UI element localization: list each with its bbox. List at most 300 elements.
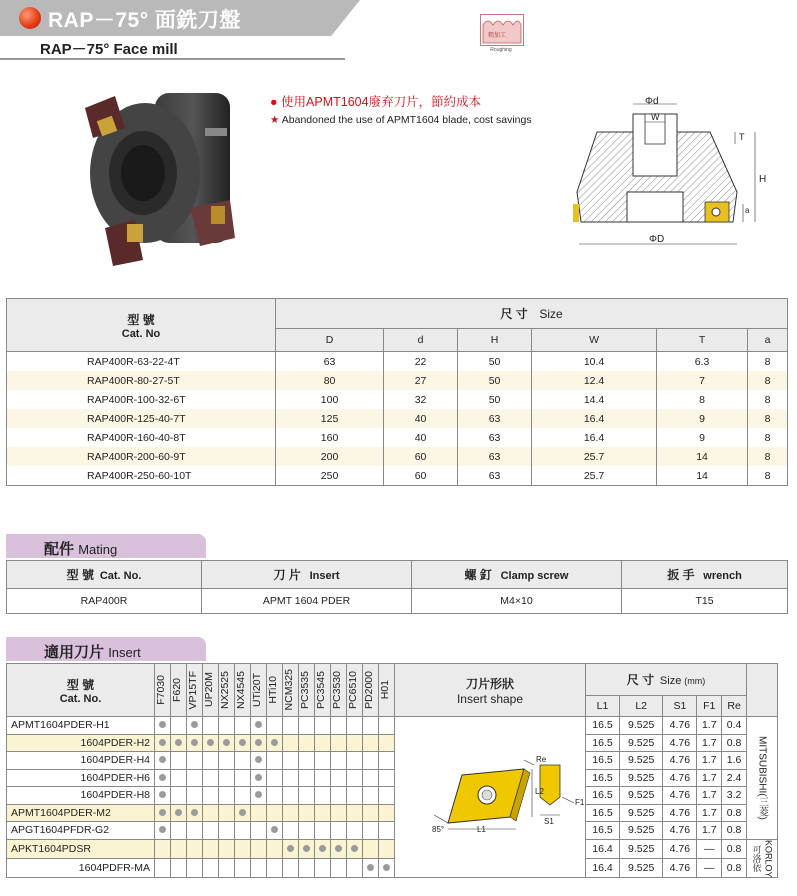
dim-cell: 0.4 bbox=[722, 717, 747, 735]
dim-cell: 9.525 bbox=[620, 717, 663, 735]
grade-cell bbox=[363, 787, 379, 805]
grade-cell bbox=[299, 717, 315, 735]
grade-label: NCM325 bbox=[283, 669, 295, 711]
size-cell: 12.4 bbox=[532, 371, 657, 390]
grade-cell bbox=[299, 769, 315, 787]
header-divider bbox=[0, 58, 345, 60]
insert-shape-header: 刀片形狀 Insert shape bbox=[395, 664, 586, 717]
available-dot-icon bbox=[239, 809, 246, 816]
dim-cell: 2.4 bbox=[722, 769, 747, 787]
insert-row bbox=[7, 839, 778, 858]
grade-header bbox=[251, 664, 267, 717]
dim-S1-label: S1 bbox=[544, 817, 554, 826]
grade-cell bbox=[155, 752, 171, 770]
grade-label: PC3545 bbox=[315, 671, 327, 709]
size-table bbox=[6, 298, 788, 486]
size-cell: 50 bbox=[458, 352, 532, 372]
grade-cell bbox=[235, 858, 251, 877]
col-W: W bbox=[532, 329, 657, 352]
size-cell: 80 bbox=[276, 371, 384, 390]
dim-cell: 3.2 bbox=[722, 787, 747, 805]
grade-cell bbox=[283, 787, 299, 805]
grade-cell bbox=[203, 752, 219, 770]
grade-cell bbox=[171, 858, 187, 877]
dim-cell: 1.7 bbox=[697, 734, 722, 752]
grade-cell bbox=[187, 717, 203, 735]
dim-cell: 1.7 bbox=[697, 752, 722, 770]
grade-cell bbox=[267, 734, 283, 752]
grade-cell bbox=[251, 822, 267, 840]
available-dot-icon bbox=[351, 845, 358, 852]
insert-row bbox=[7, 752, 778, 770]
insert-cat-no: APMT1604PDER-M2 bbox=[7, 804, 155, 822]
grade-label: F7030 bbox=[155, 675, 167, 705]
grade-cell bbox=[315, 804, 331, 822]
dim-phi-D: ΦD bbox=[649, 234, 665, 245]
dim-header: L2 bbox=[620, 696, 663, 717]
insert-cat-no: APGT1604PFDR-G2 bbox=[7, 822, 155, 840]
col-D: D bbox=[276, 329, 384, 352]
grade-cell bbox=[379, 717, 395, 735]
insert-section-tab bbox=[6, 637, 206, 661]
size-cell: 25.7 bbox=[532, 447, 657, 466]
mating-wrench: T15 bbox=[622, 589, 788, 614]
grade-cell bbox=[379, 752, 395, 770]
available-dot-icon bbox=[207, 739, 214, 746]
size-cell: 22 bbox=[384, 352, 458, 372]
available-dot-icon bbox=[287, 845, 294, 852]
mating-model: RAP400R bbox=[7, 589, 202, 614]
grade-header bbox=[363, 664, 379, 717]
grade-cell bbox=[187, 804, 203, 822]
available-dot-icon bbox=[159, 774, 166, 781]
size-cell: 14 bbox=[657, 447, 748, 466]
dim-cell: 16.5 bbox=[586, 804, 620, 822]
dim-cell: 9.525 bbox=[620, 804, 663, 822]
grade-cell bbox=[171, 787, 187, 805]
grade-cell bbox=[299, 858, 315, 877]
grade-cell bbox=[315, 752, 331, 770]
dim-header: Re bbox=[722, 696, 747, 717]
grade-cell bbox=[203, 769, 219, 787]
grade-cell bbox=[347, 717, 363, 735]
grade-cell bbox=[203, 822, 219, 840]
col-H: H bbox=[458, 329, 532, 352]
grade-cell bbox=[155, 734, 171, 752]
grade-cell bbox=[171, 839, 187, 858]
grade-header bbox=[155, 664, 171, 717]
grade-cell bbox=[331, 858, 347, 877]
size-cell: 63 bbox=[458, 428, 532, 447]
size-cell: 63 bbox=[276, 352, 384, 372]
insert-row bbox=[7, 804, 778, 822]
grade-cell bbox=[315, 787, 331, 805]
grade-cell bbox=[203, 804, 219, 822]
available-dot-icon bbox=[255, 774, 262, 781]
size-cell: 8 bbox=[748, 466, 788, 486]
grade-cell bbox=[251, 839, 267, 858]
mating-header-wrench: 扳 手 wrench bbox=[622, 561, 788, 589]
grade-cell bbox=[219, 717, 235, 735]
grade-cell bbox=[315, 822, 331, 840]
available-dot-icon bbox=[319, 845, 326, 852]
dim-phi-d: Φd bbox=[645, 96, 659, 107]
grade-cell bbox=[155, 858, 171, 877]
grade-cell bbox=[155, 769, 171, 787]
grade-header bbox=[171, 664, 187, 717]
grade-cell bbox=[379, 769, 395, 787]
grade-cell bbox=[171, 822, 187, 840]
table-row bbox=[7, 409, 788, 428]
model-header bbox=[7, 299, 276, 352]
grade-cell bbox=[347, 734, 363, 752]
available-dot-icon bbox=[159, 826, 166, 833]
cat-no-cell: RAP400R-100-32-6T bbox=[7, 390, 276, 409]
table-row bbox=[7, 447, 788, 466]
grade-cell bbox=[347, 822, 363, 840]
insert-cat-no: 1604PDFR-MA bbox=[7, 858, 155, 877]
size-cell: 16.4 bbox=[532, 428, 657, 447]
grade-cell bbox=[363, 734, 379, 752]
grade-cell bbox=[187, 787, 203, 805]
dim-cell: 16.5 bbox=[586, 822, 620, 840]
grade-cell bbox=[315, 734, 331, 752]
grade-cell bbox=[363, 769, 379, 787]
grade-cell bbox=[363, 752, 379, 770]
grade-cell bbox=[347, 769, 363, 787]
grade-cell bbox=[267, 787, 283, 805]
grade-cell bbox=[155, 839, 171, 858]
dim-F1-label: F1 bbox=[575, 798, 585, 807]
dim-L1-label: L1 bbox=[477, 825, 486, 834]
size-cell: 63 bbox=[458, 409, 532, 428]
dim-cell: 4.76 bbox=[663, 804, 697, 822]
dim-cell: 16.5 bbox=[586, 717, 620, 735]
dim-cell: 9.525 bbox=[620, 787, 663, 805]
feature-en bbox=[270, 114, 532, 126]
grade-cell bbox=[363, 804, 379, 822]
grade-header bbox=[379, 664, 395, 717]
grade-cell bbox=[219, 858, 235, 877]
size-cell: 9 bbox=[657, 428, 748, 447]
insert-title: 適用刀片 Insert bbox=[44, 644, 141, 661]
cat-no-cell: RAP400R-80-27-5T bbox=[7, 371, 276, 390]
available-dot-icon bbox=[159, 809, 166, 816]
dim-cell: — bbox=[697, 839, 722, 858]
grade-cell bbox=[155, 822, 171, 840]
grade-cell bbox=[235, 734, 251, 752]
grade-label: PC3530 bbox=[331, 671, 343, 709]
grade-cell bbox=[187, 858, 203, 877]
brand-korloy: KORLOY 可洛依 bbox=[747, 839, 778, 877]
table-row bbox=[7, 466, 788, 486]
insert-cat-no: APKT1604PDSR bbox=[7, 839, 155, 858]
dim-header: L1 bbox=[586, 696, 620, 717]
dim-t: T bbox=[739, 132, 745, 142]
size-header-cn: 尺 寸 bbox=[500, 307, 528, 322]
grade-cell bbox=[331, 822, 347, 840]
grade-label: NX4545 bbox=[235, 671, 247, 709]
dim-L2-label: L2 bbox=[535, 787, 544, 796]
available-dot-icon bbox=[239, 739, 246, 746]
grade-header bbox=[203, 664, 219, 717]
dim-cell: 0.8 bbox=[722, 839, 747, 858]
grade-cell bbox=[251, 787, 267, 805]
grade-cell bbox=[379, 839, 395, 858]
dim-cell: 9.525 bbox=[620, 752, 663, 770]
grade-cell bbox=[203, 717, 219, 735]
dim-cell: 0.8 bbox=[722, 858, 747, 877]
grade-header bbox=[331, 664, 347, 717]
insert-row bbox=[7, 822, 778, 840]
available-dot-icon bbox=[159, 791, 166, 798]
size-cell: 16.4 bbox=[532, 409, 657, 428]
grade-cell bbox=[235, 787, 251, 805]
available-dot-icon bbox=[335, 845, 342, 852]
size-cell: 100 bbox=[276, 390, 384, 409]
grade-cell bbox=[331, 769, 347, 787]
grade-cell bbox=[331, 734, 347, 752]
dim-a: a bbox=[745, 206, 750, 215]
mating-screw: M4×10 bbox=[412, 589, 622, 614]
size-header bbox=[276, 299, 788, 329]
dim-cell: 16.4 bbox=[586, 858, 620, 877]
insert-cat-no: 1604PDER-H8 bbox=[7, 787, 155, 805]
available-dot-icon bbox=[175, 739, 182, 746]
mating-table bbox=[6, 560, 788, 614]
mating-section-tab bbox=[6, 534, 206, 558]
grade-cell bbox=[299, 804, 315, 822]
grade-cell bbox=[219, 787, 235, 805]
grade-cell bbox=[235, 839, 251, 858]
size-header-en: Size bbox=[539, 307, 563, 322]
feature-cn bbox=[270, 92, 481, 110]
grade-cell bbox=[379, 787, 395, 805]
dim-cell: 0.8 bbox=[722, 734, 747, 752]
grade-cell bbox=[315, 839, 331, 858]
available-dot-icon bbox=[255, 756, 262, 763]
grade-cell bbox=[171, 752, 187, 770]
dim-cell: 4.76 bbox=[663, 839, 697, 858]
dim-cell: 9.525 bbox=[620, 769, 663, 787]
grade-header bbox=[235, 664, 251, 717]
dim-w: W bbox=[651, 112, 660, 122]
feature-cn-text: 使用APMT1604廢弃刀片，節約成本 bbox=[281, 95, 482, 109]
available-dot-icon bbox=[223, 739, 230, 746]
grade-cell bbox=[331, 839, 347, 858]
size-cell: 7 bbox=[657, 371, 748, 390]
grade-cell bbox=[347, 804, 363, 822]
grade-cell bbox=[299, 734, 315, 752]
available-dot-icon bbox=[159, 756, 166, 763]
grade-cell bbox=[251, 734, 267, 752]
mating-header-insert: 刀 片 Insert bbox=[202, 561, 412, 589]
available-dot-icon bbox=[255, 739, 262, 746]
size-cell: 63 bbox=[458, 447, 532, 466]
model-header-cn: 型 號 bbox=[127, 312, 155, 327]
table-row bbox=[7, 390, 788, 409]
grade-cell bbox=[379, 804, 395, 822]
grade-cell bbox=[203, 858, 219, 877]
grade-label: VP15TF bbox=[187, 670, 199, 710]
size-cell: 8 bbox=[748, 390, 788, 409]
roughing-caption: Roughing bbox=[490, 47, 512, 53]
page-title: RAP－75° 面銑刀盤 bbox=[48, 9, 241, 32]
grade-cell bbox=[331, 752, 347, 770]
size-cell: 200 bbox=[276, 447, 384, 466]
grade-cell bbox=[267, 804, 283, 822]
dim-cell: 16.5 bbox=[586, 787, 620, 805]
dim-cell: 16.4 bbox=[586, 839, 620, 858]
grade-cell bbox=[283, 839, 299, 858]
grade-cell bbox=[219, 769, 235, 787]
grade-cell bbox=[171, 717, 187, 735]
insert-table bbox=[6, 663, 778, 878]
insert-row bbox=[7, 769, 778, 787]
dim-cell: 4.76 bbox=[663, 787, 697, 805]
size-cell: 8 bbox=[748, 447, 788, 466]
insert-row bbox=[7, 717, 778, 735]
size-cell: 9 bbox=[657, 409, 748, 428]
mating-title: 配件 Mating bbox=[44, 541, 118, 558]
grade-label: PC6510 bbox=[347, 671, 359, 709]
col-d: d bbox=[384, 329, 458, 352]
dimension-diagram bbox=[565, 92, 780, 267]
mating-header-screw: 螺 釘 Clamp screw bbox=[412, 561, 622, 589]
grade-cell bbox=[299, 752, 315, 770]
size-cell: 27 bbox=[384, 371, 458, 390]
dim-cell: 16.5 bbox=[586, 752, 620, 770]
size-cell: 8 bbox=[748, 409, 788, 428]
table-row bbox=[7, 428, 788, 447]
size-cell: 6.3 bbox=[657, 352, 748, 372]
grade-cell bbox=[251, 858, 267, 877]
size-cell: 8 bbox=[748, 371, 788, 390]
insert-cat-no: 1604PDER-H4 bbox=[7, 752, 155, 770]
dim-cell: 4.76 bbox=[663, 822, 697, 840]
available-dot-icon bbox=[255, 791, 262, 798]
grade-label: H01 bbox=[379, 680, 391, 700]
grade-cell bbox=[347, 858, 363, 877]
grade-cell bbox=[203, 839, 219, 858]
grade-header bbox=[347, 664, 363, 717]
grade-label: PD2000 bbox=[363, 671, 375, 709]
grade-header bbox=[315, 664, 331, 717]
size-cell: 60 bbox=[384, 466, 458, 486]
available-dot-icon bbox=[383, 864, 390, 871]
insert-model-header: 型 號 Cat. No. bbox=[7, 664, 155, 717]
grade-cell bbox=[283, 822, 299, 840]
size-cell: 125 bbox=[276, 409, 384, 428]
grade-cell bbox=[203, 787, 219, 805]
grade-cell bbox=[187, 752, 203, 770]
grade-cell bbox=[155, 717, 171, 735]
available-dot-icon bbox=[175, 809, 182, 816]
dim-cell: 1.7 bbox=[697, 787, 722, 805]
col-a: a bbox=[748, 329, 788, 352]
grade-cell bbox=[219, 734, 235, 752]
grade-cell bbox=[283, 769, 299, 787]
grade-header bbox=[267, 664, 283, 717]
dim-cell: 9.525 bbox=[620, 822, 663, 840]
available-dot-icon bbox=[271, 826, 278, 833]
dim-Re-label: Re bbox=[536, 755, 547, 764]
grade-cell bbox=[283, 858, 299, 877]
dim-cell: 9.525 bbox=[620, 839, 663, 858]
grade-label: PC3535 bbox=[299, 671, 311, 709]
grade-cell bbox=[331, 787, 347, 805]
grade-cell bbox=[187, 839, 203, 858]
grade-cell bbox=[315, 858, 331, 877]
grade-cell bbox=[363, 717, 379, 735]
dim-cell: 1.7 bbox=[697, 769, 722, 787]
model-header-en: Cat. No bbox=[121, 327, 161, 340]
star-icon: ★ bbox=[270, 114, 280, 126]
grade-cell bbox=[171, 734, 187, 752]
grade-cell bbox=[315, 717, 331, 735]
grade-cell bbox=[235, 752, 251, 770]
grade-cell bbox=[219, 822, 235, 840]
grade-cell bbox=[331, 717, 347, 735]
insert-cat-no: 1604PDER-H2 bbox=[7, 734, 155, 752]
grade-cell bbox=[267, 752, 283, 770]
size-cell: 40 bbox=[384, 409, 458, 428]
available-dot-icon bbox=[191, 809, 198, 816]
insert-cat-no: APMT1604PDER-H1 bbox=[7, 717, 155, 735]
grade-cell bbox=[187, 734, 203, 752]
available-dot-icon bbox=[303, 845, 310, 852]
size-cell: 8 bbox=[657, 390, 748, 409]
grade-label: NX2525 bbox=[219, 671, 231, 709]
table-row bbox=[7, 371, 788, 390]
grade-cell bbox=[283, 717, 299, 735]
available-dot-icon bbox=[159, 721, 166, 728]
dim-cell: 4.76 bbox=[663, 752, 697, 770]
cat-no-cell: RAP400R-63-22-4T bbox=[7, 352, 276, 372]
grade-cell bbox=[267, 717, 283, 735]
page-subtitle: RAP－75° Face mill bbox=[40, 41, 178, 58]
cat-no-cell: RAP400R-250-60-10T bbox=[7, 466, 276, 486]
grade-cell bbox=[251, 752, 267, 770]
available-dot-icon bbox=[159, 739, 166, 746]
roughing-label: 粗加工 bbox=[488, 33, 507, 39]
bullet-dot-icon: ● bbox=[270, 95, 278, 109]
grade-cell bbox=[379, 822, 395, 840]
grade-header bbox=[187, 664, 203, 717]
insert-row bbox=[7, 787, 778, 805]
size-cell: 10.4 bbox=[532, 352, 657, 372]
grade-cell bbox=[171, 804, 187, 822]
dim-cell: 1.7 bbox=[697, 822, 722, 840]
grade-label: UP20M bbox=[203, 672, 215, 708]
grade-cell bbox=[363, 839, 379, 858]
insert-cat-no: 1604PDER-H6 bbox=[7, 769, 155, 787]
grade-cell bbox=[203, 734, 219, 752]
size-cell: 14 bbox=[657, 466, 748, 486]
grade-label: F620 bbox=[171, 678, 183, 702]
grade-cell bbox=[267, 839, 283, 858]
size-cell: 25.7 bbox=[532, 466, 657, 486]
cat-no-cell: RAP400R-160-40-8T bbox=[7, 428, 276, 447]
grade-cell bbox=[331, 804, 347, 822]
insert-row bbox=[7, 734, 778, 752]
grade-cell bbox=[267, 858, 283, 877]
insert-row bbox=[7, 858, 778, 877]
grade-header bbox=[283, 664, 299, 717]
cat-no-cell: RAP400R-200-60-9T bbox=[7, 447, 276, 466]
cat-no-cell: RAP400R-125-40-7T bbox=[7, 409, 276, 428]
dim-cell: 1.6 bbox=[722, 752, 747, 770]
